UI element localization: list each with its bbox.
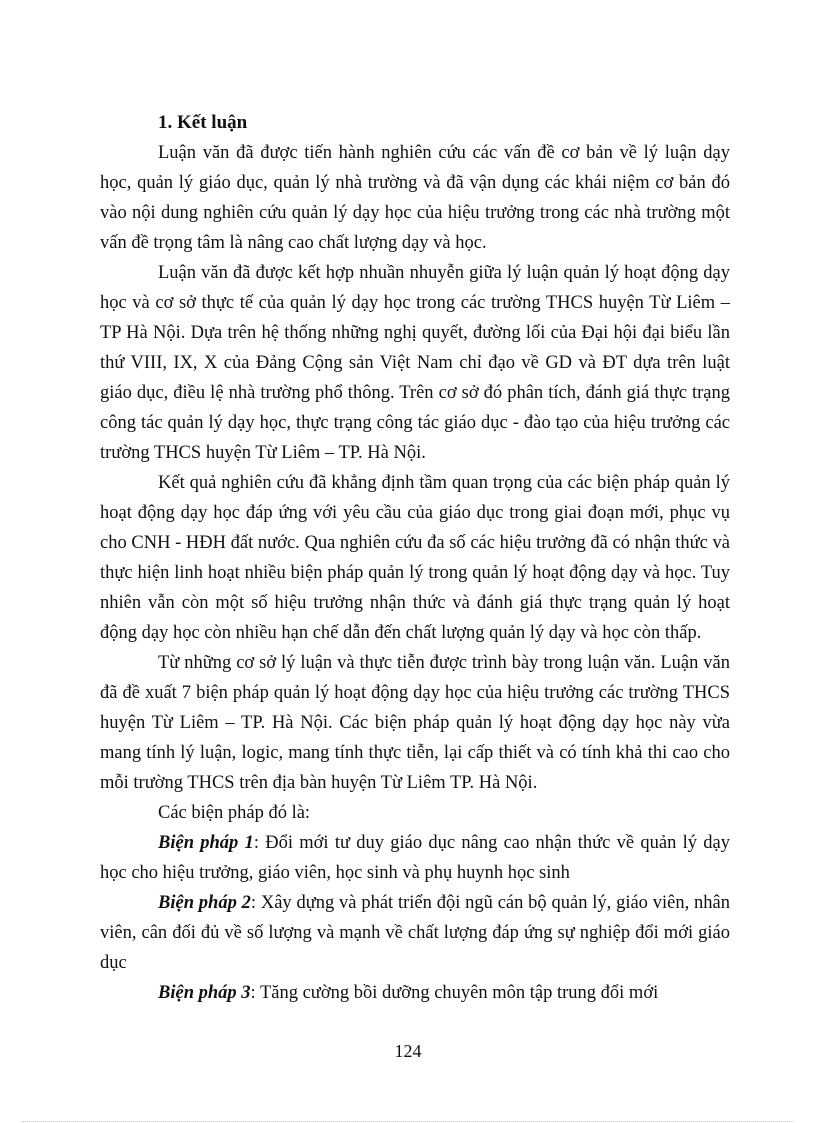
paragraph: Luận văn đã được tiến hành nghiên cứu các vấn đề cơ bản về lý luận dạy học, quản lý giáo dục, quản lý nhà trường và đã vận dụng các khái niệm cơ bản đó vào nội dung nghiên cứu quản lý dạy học của hiệu trưởng trong các nhà trường một vấn đề trọng tâm là nâng cao chất lượng dạy và học. [100,143,730,253]
paragraph: Kết quả nghiên cứu đã khẳng định tầm quan trọng của các biện pháp quản lý hoạt động dạy học đáp ứng với yêu cầu của giáo dục trong giai đoạn mới, phục vụ cho CNH - HĐH đất nước. Qua nghiên cứu đa số các hiệu trưởng đã có nhận thức và thực hiện linh hoạt nhiều biện pháp quản lý trong quản lý hoạt động dạy và học. Tuy nhiên vẫn còn một số hiệu trưởng nhận thức và đánh giá thực trạng quản lý hoạt động dạy học còn nhiều hạn chế dẫn đến chất lượng quản lý dạy và học còn thấp. [100,473,730,643]
paragraph: Luận văn đã được kết hợp nhuần nhuyễn giữa lý luận quản lý hoạt động dạy học và cơ sở thực tế của quản lý dạy học trong các trường THCS huyện Từ Liêm – TP Hà Nội. Dựa trên hệ thống những nghị quyết, đường lối của Đại hội đại biểu lần thứ VIII, IX, X của Đảng Cộng sản Việt Nam chỉ đạo về GD và ĐT dựa trên luật giáo dục, điều lệ nhà trường phổ thông. Trên cơ sở đó phân tích, đánh giá thực trạng công tác quản lý dạy học, thực trạng công tác giáo dục - đào tạo của hiệu trưởng các trường THCS huyện Từ Liêm – TP. Hà Nội. [100,263,730,463]
section-heading: 1. Kết luận [158,112,248,133]
measure-item [100,978,730,1008]
paragraph: Các biện pháp đó là: [158,803,311,823]
page-bottom-divider [22,1121,794,1122]
measure-text: : Xây dựng và phát triển đội ngũ cán bộ quản lý, giáo viên, nhân viên, cân đối đủ về số lượng và mạnh về chất lượng đáp ứng sự nghiệp đổi mới giáo dục [100,893,730,973]
measure-item [100,888,730,978]
paragraph: Từ những cơ sở lý luận và thực tiễn được trình bày trong luận văn. Luận văn đã đề xuất 7 biện pháp quản lý hoạt động dạy học của hiệu trưởng các trường THCS huyện Từ Liêm – TP. Hà Nội. Các biện pháp quản lý hoạt động dạy học này vừa mang tính lý luận, logic, mang tính thực tiễn, lại cấp thiết và có tính khả thi cao cho mỗi trường THCS trên địa bàn huyện Từ Liêm TP. Hà Nội. [100,653,730,793]
measure-label: Biện pháp 3 [158,983,251,1003]
measure-item [100,828,730,888]
measure-label: Biện pháp 2 [158,893,251,913]
measure-label: Biện pháp 1 [158,833,254,853]
page-content [100,108,730,1008]
measure-text: : Tăng cường bồi dưỡng chuyên môn tập trung đổi mới [250,983,659,1003]
measure-text: : Đổi mới tư duy giáo dục nâng cao nhận thức về quản lý dạy học cho hiệu trưởng, giáo viên, học sinh và phụ huynh học sinh [100,833,730,883]
page-number: 124 [394,1041,422,1061]
